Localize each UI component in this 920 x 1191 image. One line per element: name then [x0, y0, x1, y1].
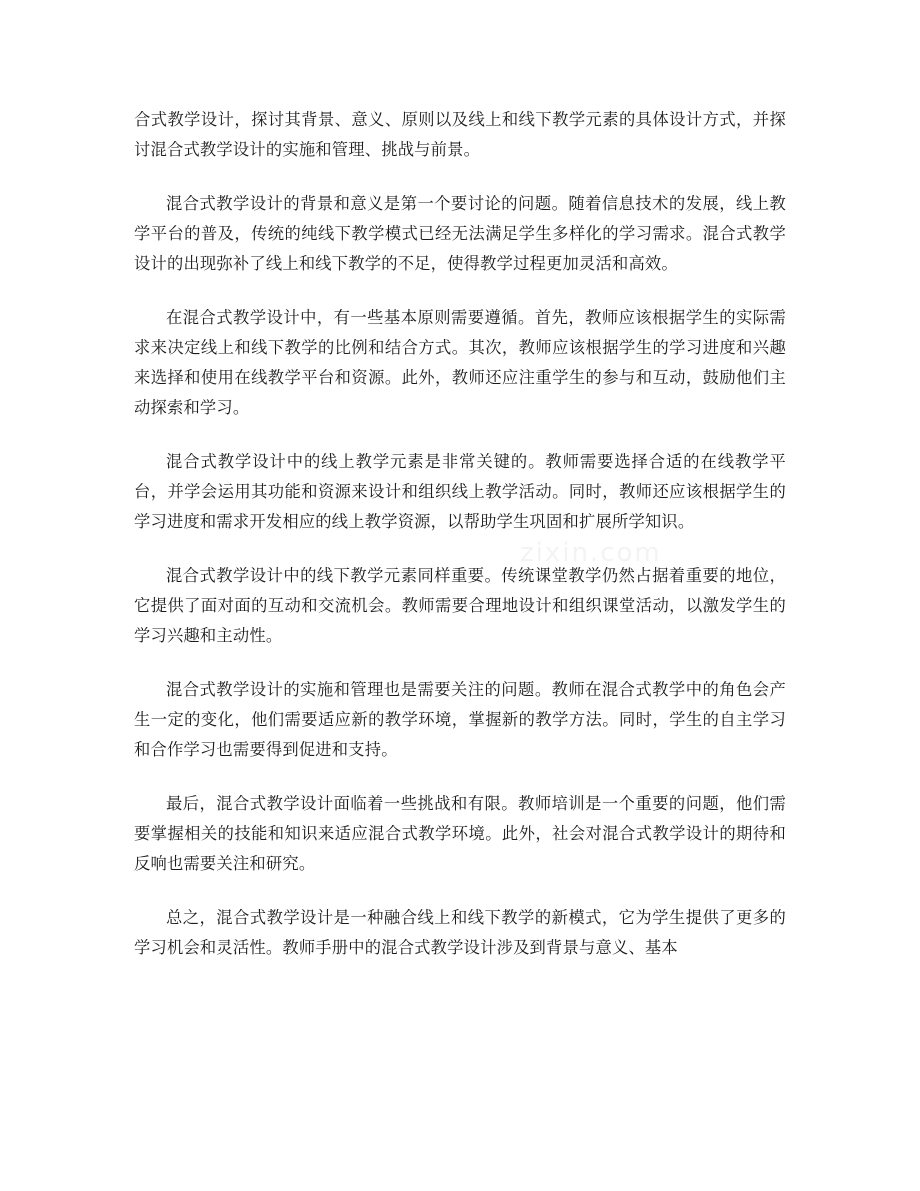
paragraph-principles: 在混合式教学设计中，有一些基本原则需要遵循。首先，教师应该根据学生的实际需求来决定线上和线下教学的比例和结合方式。其次，教师应该根据学生的学习进度和兴趣来选择和使用在线教学平台和资源。此外，教师还应注重学生的参与和互动，鼓励他们主动探索和学习。: [134, 308, 786, 417]
watermark: zixin.com: [520, 538, 662, 568]
paragraph-background-significance: 混合式教学设计的背景和意义是第一个要讨论的问题。随着信息技术的发展，线上教学平台的普及，传统的纯线下教学模式已经无法满足学生多样化的学习需求。混合式教学设计的出现弥补了线上和线下教学的不足，使得教学过程更加灵活和高效。: [134, 194, 786, 273]
paragraph-challenges: 最后，混合式教学设计面临着一些挑战和有限。教师培训是一个重要的问题，他们需要掌握相关的技能和知识来适应混合式教学环境。此外，社会对混合式教学设计的期待和反响也需要关注和研究。: [134, 794, 786, 873]
paragraph-continuation: 合式教学设计，探讨其背景、意义、原则以及线上和线下教学元素的具体设计方式，并探讨混合式教学设计的实施和管理、挑战与前景。: [134, 110, 786, 159]
paragraph-offline-elements: 混合式教学设计中的线下教学元素同样重要。传统课堂教学仍然占据着重要的地位，它提供了面对面的互动和交流机会。教师需要合理地设计和组织课堂活动，以激发学生的学习兴趣和主动性。: [134, 566, 786, 645]
paragraph-conclusion: 总之，混合式教学设计是一种融合线上和线下教学的新模式，它为学生提供了更多的学习机会和灵活性。教师手册中的混合式教学设计涉及到背景与意义、基本: [134, 908, 786, 957]
paragraph-implementation: 混合式教学设计的实施和管理也是需要关注的问题。教师在混合式教学中的角色会产生一定的变化，他们需要适应新的教学环境，掌握新的教学方法。同时，学生的自主学习和合作学习也需要得到促进和支持。: [134, 680, 786, 759]
document-body: [134, 105, 786, 987]
paragraph-online-elements: 混合式教学设计中的线上教学元素是非常关键的。教师需要选择合适的在线教学平台，并学会运用其功能和资源来设计和组织线上教学活动。同时，教师还应该根据学生的学习进度和需求开发相应的线上教学资源，以帮助学生巩固和扩展所学知识。: [134, 452, 786, 531]
